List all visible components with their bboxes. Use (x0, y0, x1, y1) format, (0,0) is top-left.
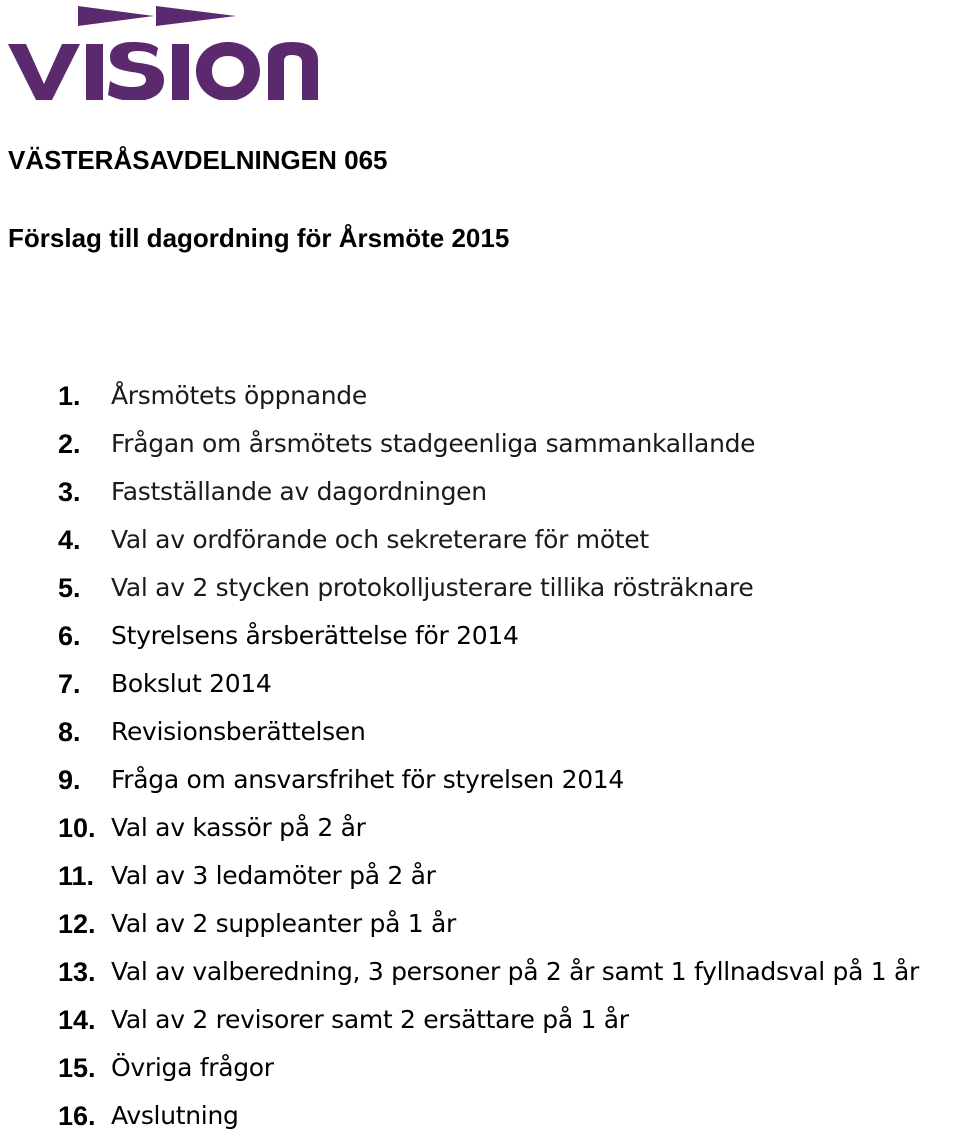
agenda-item-number: 10. (58, 813, 96, 843)
logo-letter-i (86, 44, 103, 100)
document-title: Förslag till dagordning för Årsmöte 2015 (8, 223, 510, 253)
agenda-item-number: 14. (58, 1005, 96, 1035)
vision-logo (6, 4, 326, 100)
agenda-item-number: 9. (58, 765, 81, 795)
logo-letter-v (8, 44, 80, 100)
agenda-item-text: Val av 2 suppleanter på 1 år (111, 909, 456, 938)
agenda-item-number: 6. (58, 621, 81, 651)
agenda-item-number: 12. (58, 909, 96, 939)
agenda-item-number: 11. (58, 861, 95, 891)
agenda-item-number: 1. (58, 381, 81, 411)
agenda-item-number: 8. (58, 717, 81, 747)
organization-title: VÄSTERÅSAVDELNINGEN 065 (8, 145, 388, 175)
agenda-item-number: 15. (58, 1053, 96, 1083)
agenda-item-number: 16. (58, 1101, 96, 1131)
agenda-item-text: Övriga frågor (111, 1053, 274, 1082)
agenda-item-text: Revisionsberättelsen (111, 717, 366, 746)
agenda-item-text: Val av valberedning, 3 personer på 2 år samt 1 fyllnadsval på 1 år (111, 957, 920, 986)
agenda-item-number: 7. (58, 669, 81, 699)
agenda-item-text: Fråga om ansvarsfrihet för styrelsen 2014 (111, 765, 625, 794)
agenda-item-text: Val av kassör på 2 år (111, 813, 366, 842)
logo-letter-o (196, 42, 260, 100)
agenda-item-number: 2. (58, 429, 81, 459)
agenda-item-number: 13. (58, 957, 96, 987)
agenda-item-number: 3. (58, 477, 81, 507)
agenda-item-text: Fastställande av dagordningen (111, 477, 487, 506)
agenda-item-number: 4. (58, 525, 81, 555)
logo-arrow-right (156, 6, 236, 26)
logo-arrow-left (78, 6, 154, 26)
agenda-item-text: Bokslut 2014 (111, 669, 272, 698)
agenda-item-number: 5. (58, 573, 81, 603)
agenda-item-text: Val av 2 revisorer samt 2 ersättare på 1 år (111, 1005, 629, 1034)
logo-letter-n (268, 42, 318, 100)
logo-letter-s (108, 42, 164, 100)
agenda-item-text: Avslutning (111, 1101, 239, 1130)
agenda-item-text: Frågan om årsmötets stadgeenliga sammankallande (111, 429, 756, 458)
agenda-item-text: Årsmötets öppnande (111, 381, 367, 410)
agenda-item-text: Val av 3 ledamöter på 2 år (111, 861, 436, 890)
vision-logo-graphic (6, 4, 326, 100)
agenda-item-text: Val av ordförande och sekreterare för mötet (111, 525, 649, 554)
logo-letter-i2 (172, 44, 189, 100)
agenda-item-text: Val av 2 stycken protokolljusterare tillika rösträknare (111, 573, 754, 602)
agenda-item-text: Styrelsens årsberättelse för 2014 (111, 621, 519, 650)
